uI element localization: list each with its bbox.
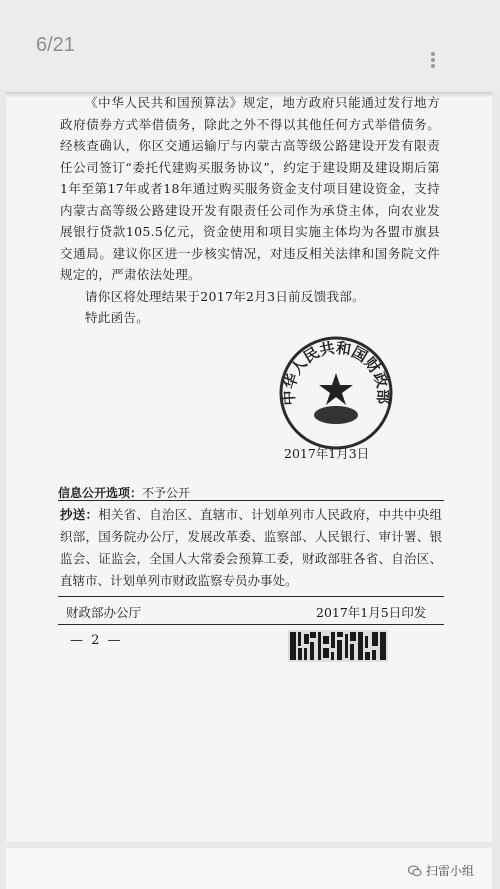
divider-bottom <box>58 624 444 625</box>
official-seal-stamp <box>276 333 396 453</box>
disclosure-value: 不予公开 <box>142 486 191 500</box>
watermark-text: 扫雷小组 <box>426 864 475 878</box>
cc-label: 抄送： <box>60 507 99 522</box>
watermark <box>408 862 474 879</box>
svg-text:中华人民共和国财政部: 中华人民共和国财政部 <box>279 338 393 406</box>
page-number: — 2 — <box>70 633 123 648</box>
body-paragraph-1: 《中华人民共和国预算法》规定，地方政府只能通过发行地方政府债券方式举借债务，除此之外不得以其他任何方式举借债务。经核查确认，你区交通运输厅与内蒙古高等级公路建设开发有限责任公司签订“委托代建购买服务协议”，约定于建设期及建设期后第1年至第17年或者18年通过购买服务资金支付项目建设资金，支持内蒙古高等级公路建设开发有限责任公司作为承贷主体，向农业发展银行贷款105.5亿元，资金使用和项目实施主体均为各盟市旗县交通局。建议你区进一步核实情况，对违反相关法律和国务院文件规定的，严肃依法处理。 <box>60 95 440 282</box>
page-indicator: 6/21 <box>36 34 75 56</box>
disclosure-option <box>58 484 190 501</box>
body-paragraph-3: 特此函告。 <box>85 310 150 325</box>
viewer-top-bar <box>0 0 500 90</box>
wechat-icon <box>408 864 422 878</box>
letter-body <box>60 92 440 329</box>
disclosure-label: 信息公开选项： <box>58 486 143 500</box>
issuer: 财政部办公厅 <box>66 605 142 620</box>
signed-date: 2017年1月3日 <box>284 446 370 461</box>
body-paragraph-2: 请你区将处理结果于2017年2月3日前反馈我部。 <box>85 288 365 304</box>
divider-middle <box>58 596 444 597</box>
cc-recipients: 相关省、自治区、直辖市、计划单列市人民政府，中共中央组织部，国务院办公厅，发展改革委、监察部、人民银行、审计署、银监会、证监会，全国人大常委会预算工委，财政部驻各省、自治区、直辖市、计划单列市财政监察专员办事处。 <box>60 507 442 588</box>
divider-top <box>58 500 444 501</box>
barcode-image <box>288 630 388 662</box>
cc-block <box>60 504 442 592</box>
issue-date: 2017年1月5日印发 <box>316 605 427 620</box>
more-vertical-icon[interactable] <box>428 52 438 72</box>
